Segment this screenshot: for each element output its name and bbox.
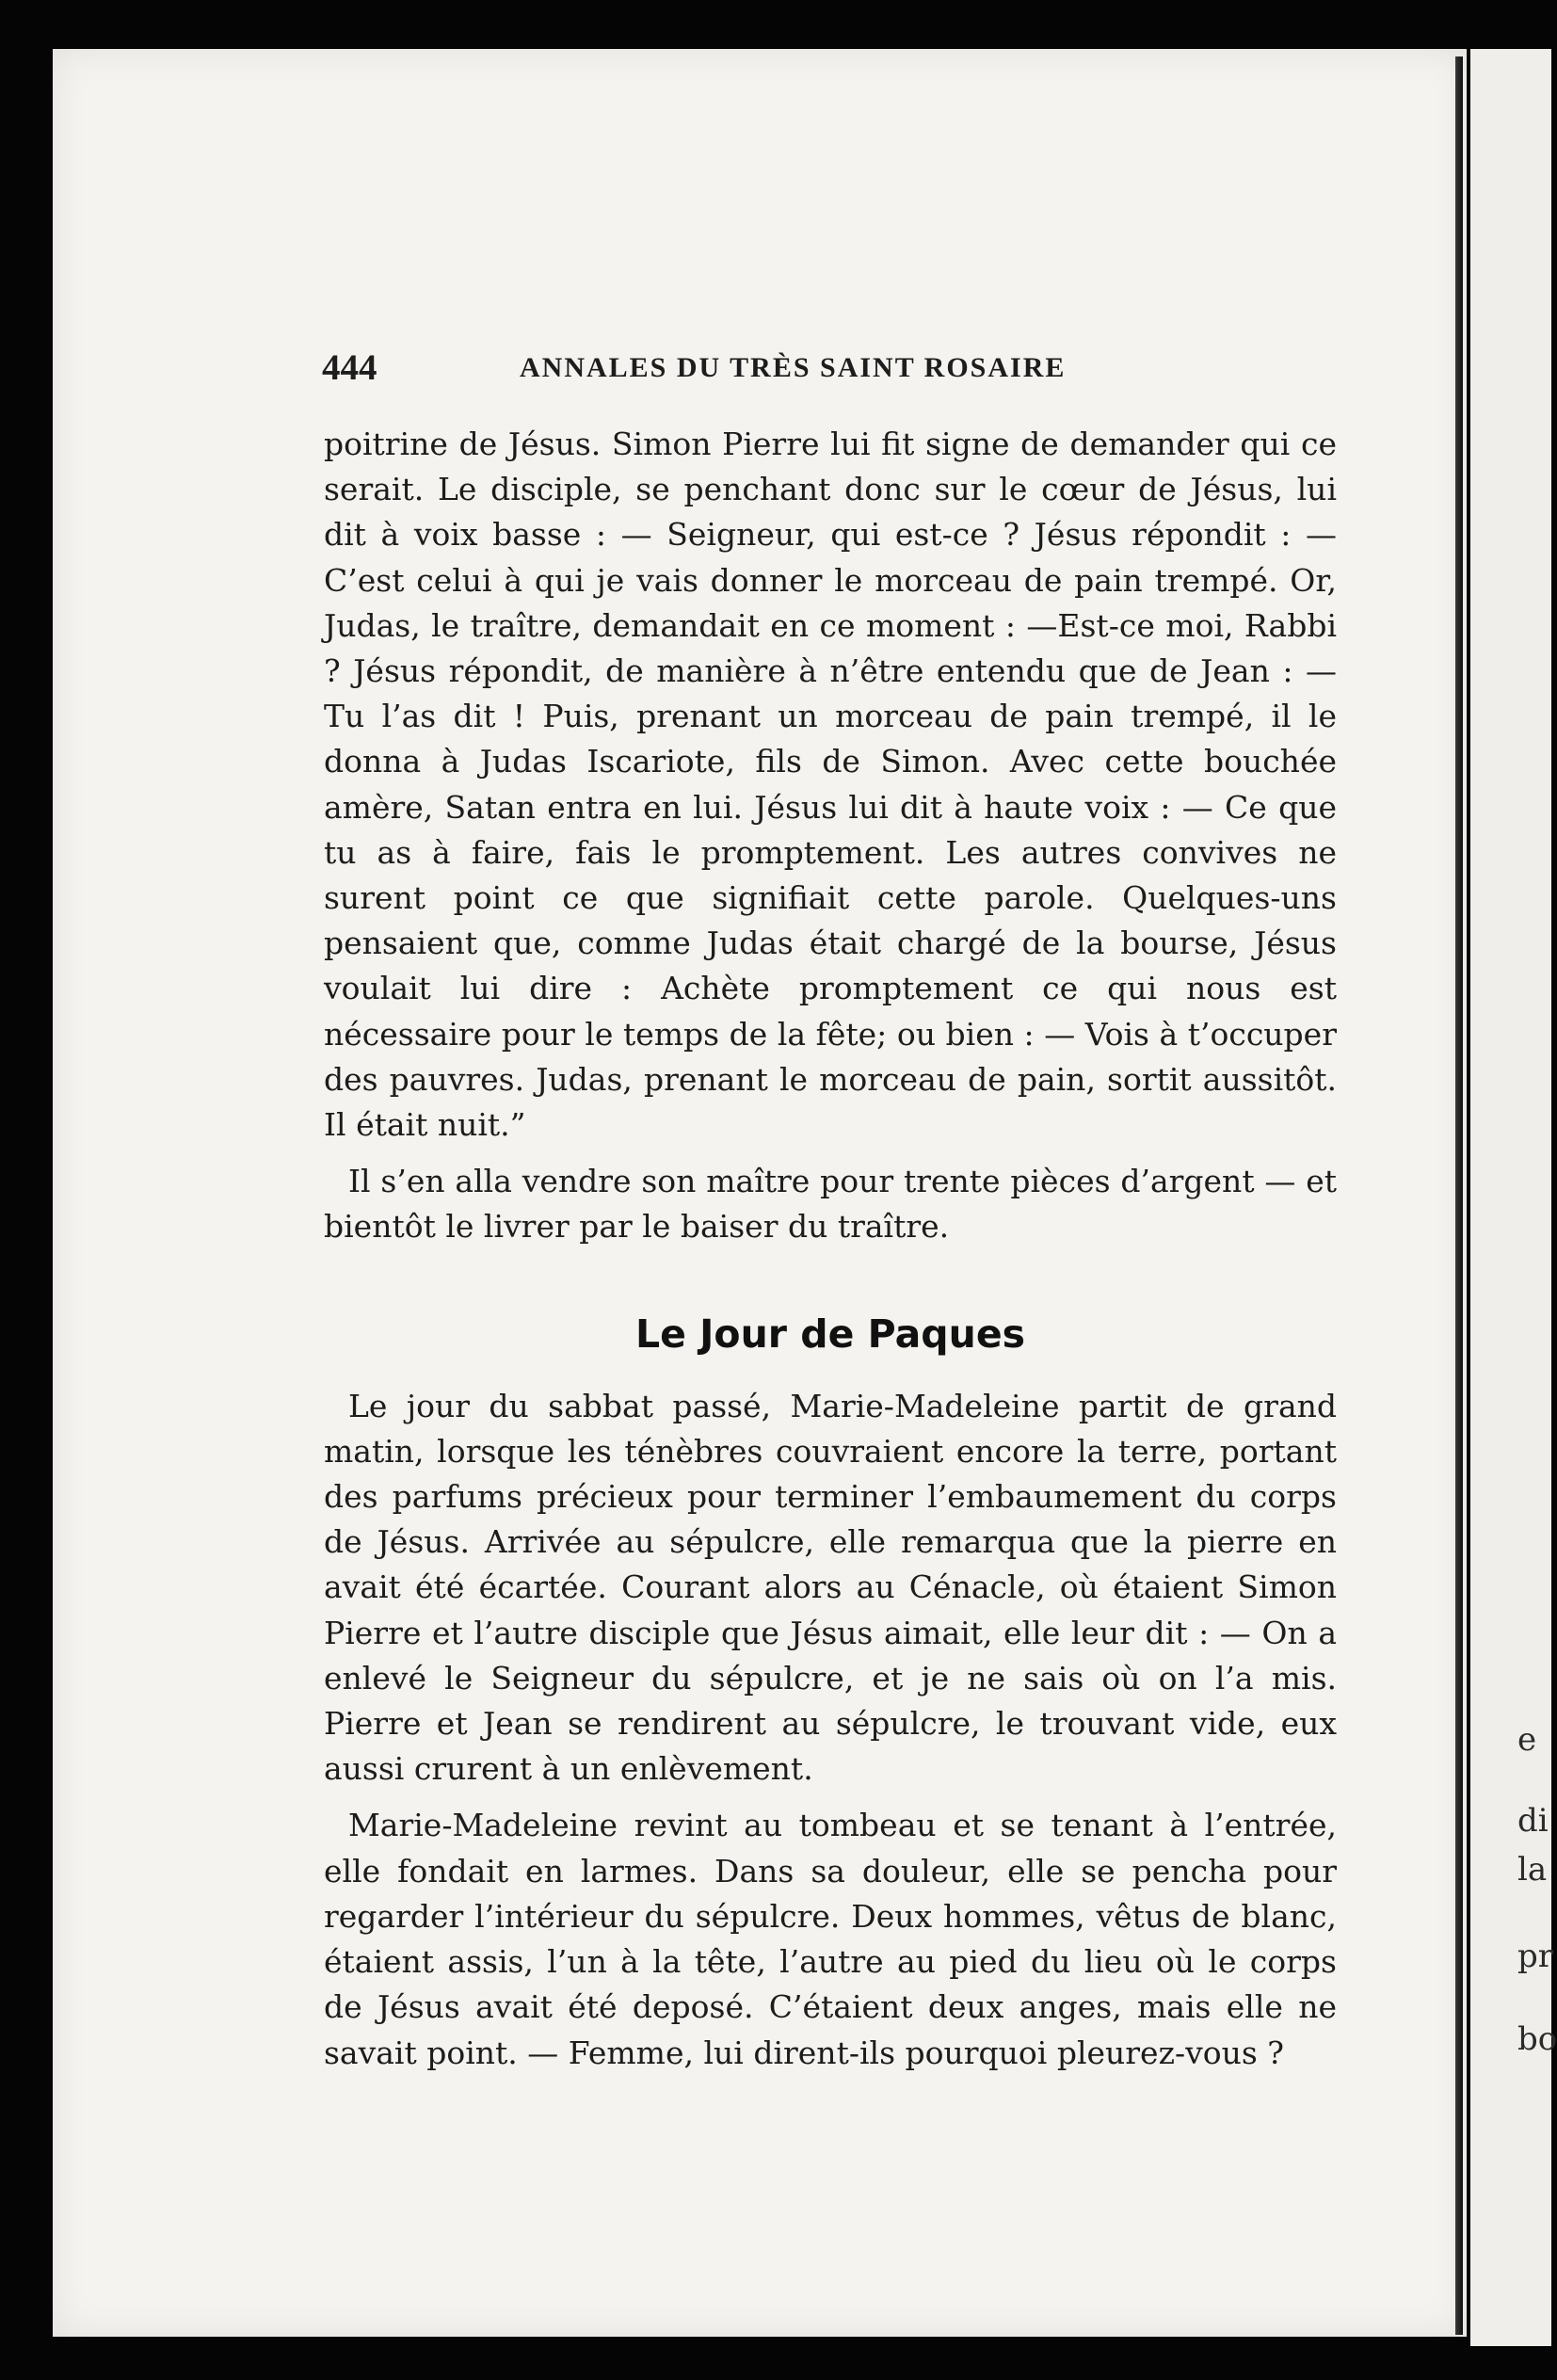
page-gutter <box>1455 56 1463 2335</box>
facing-page-fragment: bo <box>1517 2020 1557 2058</box>
paragraph: Marie-Madeleine revint au tombeau et se tenant à l’entrée, elle fondait en larmes. Dans sa douleur, elle se pencha pour regarder l’intérieur du sépulcre. Deux hommes, vêtus de blanc, étaient assis, l’un à la tête, l’autre au pied du lieu où le corps de Jésus avait été deposé. C’étaient deux anges, mais elle ne savait point. — Femme, lui dirent-ils pourquoi pleurez-vous ? <box>324 1807 1337 2071</box>
section-heading: Le Jour de Paques <box>634 1311 1026 1357</box>
facing-page-fragment: pr <box>1517 1938 1554 1975</box>
page-body <box>324 422 1337 2076</box>
facing-page-edge <box>1470 49 1557 2346</box>
facing-page-fragment: e <box>1517 1721 1537 1759</box>
paragraph: Il s’en alla vendre son maître pour trente pièces d’argent — et bientôt le livrer par le baiser du traître. <box>324 1163 1337 1246</box>
page-number: 444 <box>322 347 377 388</box>
facing-page-fragment: la <box>1517 1851 1548 1889</box>
paragraph: Le jour du sabbat passé, Marie-Madeleine partit de grand matin, lorsque les ténèbres couvraient encore la terre, portant des parfums précieux pour terminer l’embaumement du corps de Jésus. Arrivée au sépulcre, elle remarqua que la pierre en avait été écartée. Courant alors au Cénacle, où étaient Simon Pierre et l’autre disciple que Jésus aimait, elle leur dit : — On a enlevé le Seigneur du sépulcre, et je ne sais où on l’a mis. Pierre et Jean se rendirent au sépulcre, le trouvant vide, eux aussi crurent à un enlèvement. <box>324 1387 1337 1788</box>
running-title: ANNALES DU TRÈS SAINT ROSAIRE <box>520 352 1067 383</box>
facing-page-fragment: di <box>1517 1802 1549 1840</box>
paragraph: poitrine de Jésus. Simon Pierre lui fit signe de demander qui ce serait. Le disciple, se penchant donc sur le cœur de Jésus, lui dit à voix basse : — Seigneur, qui est-ce ? Jésus répondit : — C’est celui à qui je vais donner le morceau de pain trempé. Or, Judas, le traître, demandait en ce moment : —Est-ce moi, Rabbi ? Jésus répondit, de manière à n’être entendu que de Jean : — Tu l’as dit ! Puis, prenant un morceau de pain trempé, il le donna à Judas Iscariote, fils de Simon. Avec cette bouchée amère, Satan entra en lui. Jésus lui dit à haute voix : — Ce que tu as à faire, fais le promptement. Les autres convives ne surent point ce que signifiait cette parole. Quelques-uns pensaient que, comme Judas était chargé de la bourse, Jésus voulait lui dire : Achète promptement ce qui nous est nécessaire pour le temps de la fête; ou bien : — Vois à t’occuper des pauvres. Judas, prenant le morceau de pain, sortit aussitôt. Il était nuit.” <box>324 426 1337 1144</box>
